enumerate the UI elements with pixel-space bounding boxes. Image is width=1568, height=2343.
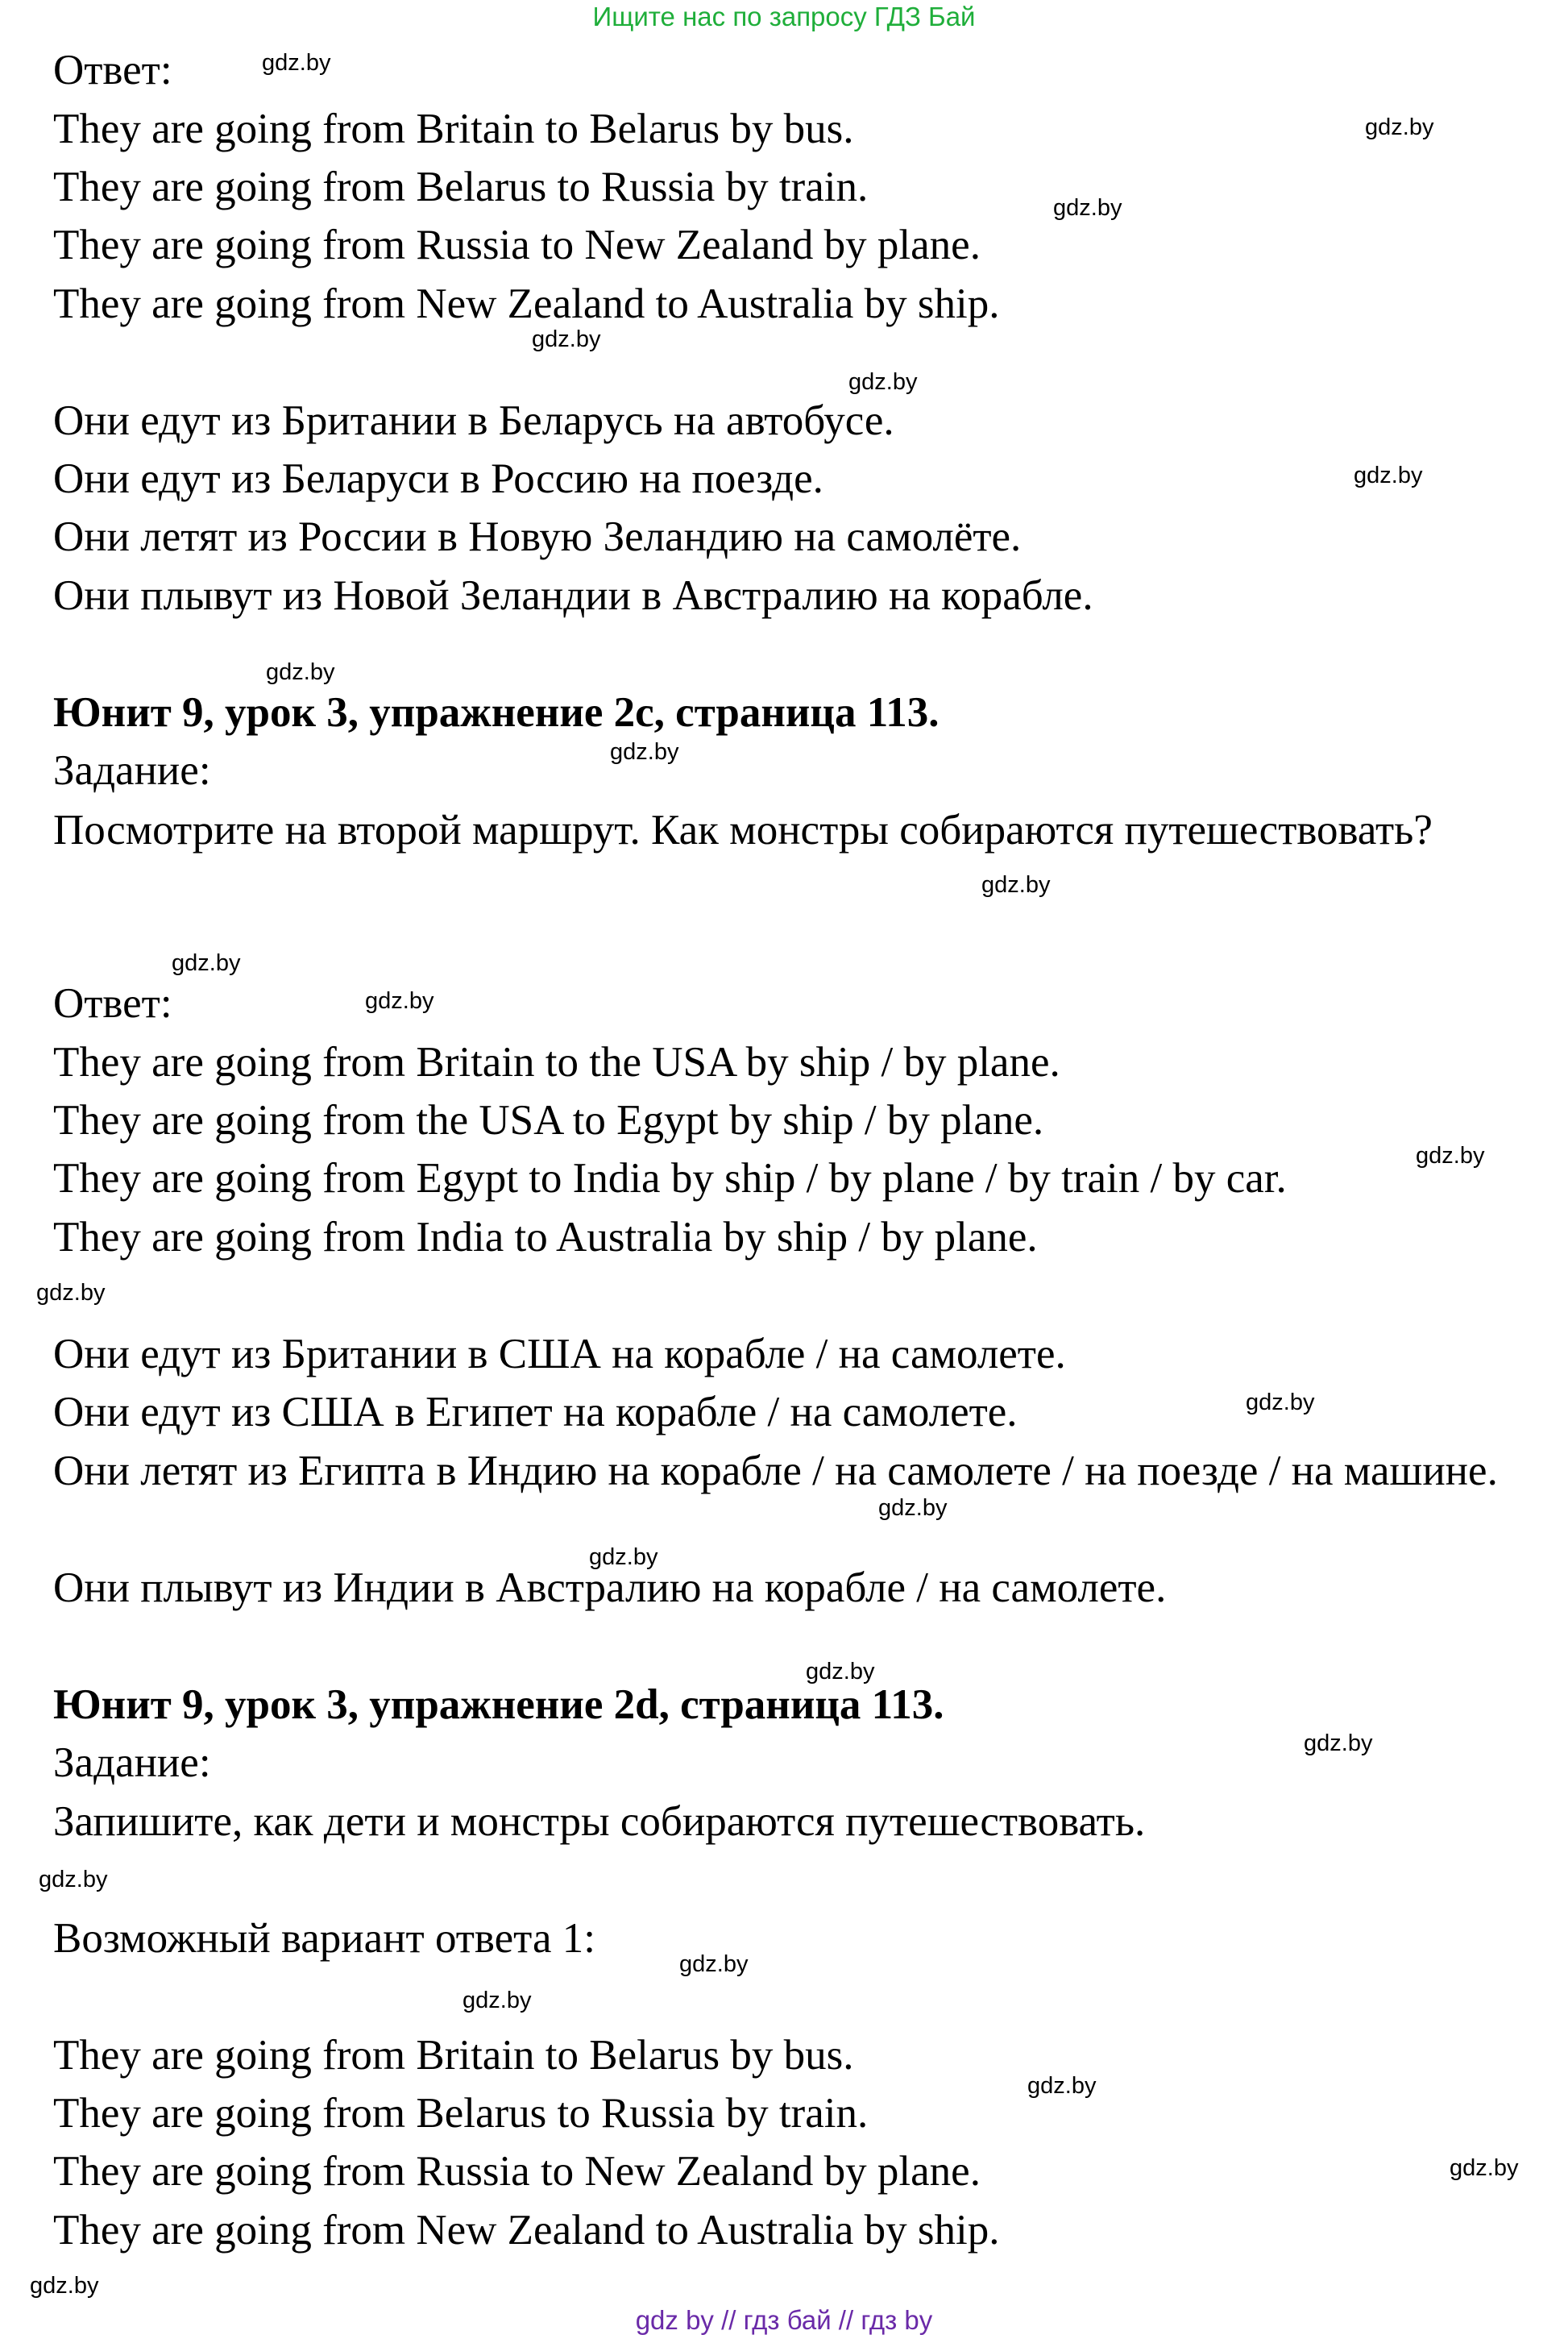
russian-line: Они едут из США в Египет на корабле / на самолете. (53, 1389, 1018, 1435)
watermark: gdz.by (172, 950, 241, 976)
russian-line: Они летят из России в Новую Зеландию на самолёте. (53, 513, 1022, 560)
english-line: They are going from Britain to Belarus by bus. (53, 106, 854, 152)
watermark: gdz.by (1027, 2073, 1097, 2099)
english-line: They are going from the USA to Egypt by ship / by plane. (53, 1097, 1044, 1144)
watermark: gdz.by (848, 369, 918, 395)
russian-line: Они плывут из Новой Зеландии в Австралию на корабле. (53, 572, 1093, 619)
answer-label: Ответ: (53, 980, 172, 1027)
english-line: They are going from Russia to New Zealand by plane. (53, 2148, 981, 2195)
english-line: They are going from Belarus to Russia by train. (53, 164, 869, 210)
watermark: gdz.by (1416, 1143, 1485, 1169)
footer-links: gdz by // гдз бай // гдз by (635, 2305, 933, 2335)
section-heading: Юнит 9, урок 3, упражнение 2d, страница 113. (53, 1681, 944, 1728)
watermark: gdz.by (532, 326, 601, 352)
russian-line: Они едут из Британии в США на корабле / на самолете. (53, 1331, 1066, 1377)
english-line: They are going from Egypt to India by ship / by plane / by train / by car. (53, 1155, 1287, 1202)
watermark: gdz.by (589, 1544, 658, 1570)
watermark: gdz.by (365, 988, 434, 1014)
task-text: Посмотрите на второй маршрут. Как монстры собираются путешествовать? (53, 807, 1433, 854)
english-line: They are going from New Zealand to Australia by ship. (53, 2207, 1000, 2254)
english-line: They are going from India to Australia by ship / by plane. (53, 1214, 1038, 1261)
english-line: They are going from Britain to Belarus by bus. (53, 2032, 854, 2079)
watermark: gdz.by (610, 739, 679, 765)
watermark: gdz.by (1354, 463, 1423, 488)
watermark: gdz.by (679, 1951, 749, 1977)
watermark: gdz.by (262, 50, 331, 76)
russian-line: Они едут из Беларуси в Россию на поезде. (53, 455, 823, 502)
variant-label: Возможный вариант ответа 1: (53, 1915, 595, 1962)
russian-line: Они едут из Британии в Беларусь на автобусе. (53, 397, 894, 444)
section-heading: Юнит 9, урок 3, упражнение 2c, страница 113. (53, 689, 940, 736)
watermark: gdz.by (36, 1280, 106, 1306)
watermark: gdz.by (878, 1495, 948, 1521)
answer-label: Ответ: (53, 47, 172, 93)
watermark: gdz.by (1450, 2155, 1519, 2181)
watermark: gdz.by (1053, 195, 1122, 221)
watermark: gdz.by (1246, 1390, 1315, 1415)
task-label: Задание: (53, 1739, 211, 1786)
english-line: They are going from Belarus to Russia by train. (53, 2090, 869, 2137)
watermark: gdz.by (463, 1988, 532, 2013)
watermark: gdz.by (1365, 114, 1434, 140)
task-text: Запишите, как дети и монстры собираются путешествовать. (53, 1798, 1146, 1845)
task-label: Задание: (53, 747, 211, 794)
watermark: gdz.by (30, 2273, 99, 2299)
english-line: They are going from New Zealand to Australia by ship. (53, 280, 1000, 327)
russian-line: Они летят из Египта в Индию на корабле / на самолете / на поезде / на машине. (53, 1448, 1498, 1494)
top-banner: Ищите нас по запросу ГДЗ Бай (592, 2, 976, 31)
english-line: They are going from Russia to New Zealand by plane. (53, 222, 981, 268)
watermark: gdz.by (266, 659, 335, 685)
watermark: gdz.by (806, 1659, 875, 1685)
watermark: gdz.by (1304, 1730, 1373, 1756)
watermark: gdz.by (39, 1867, 108, 1892)
english-line: They are going from Britain to the USA by ship / by plane. (53, 1039, 1060, 1086)
watermark: gdz.by (981, 872, 1051, 898)
russian-line: Они плывут из Индии в Австралию на корабле / на самолете. (53, 1564, 1167, 1611)
